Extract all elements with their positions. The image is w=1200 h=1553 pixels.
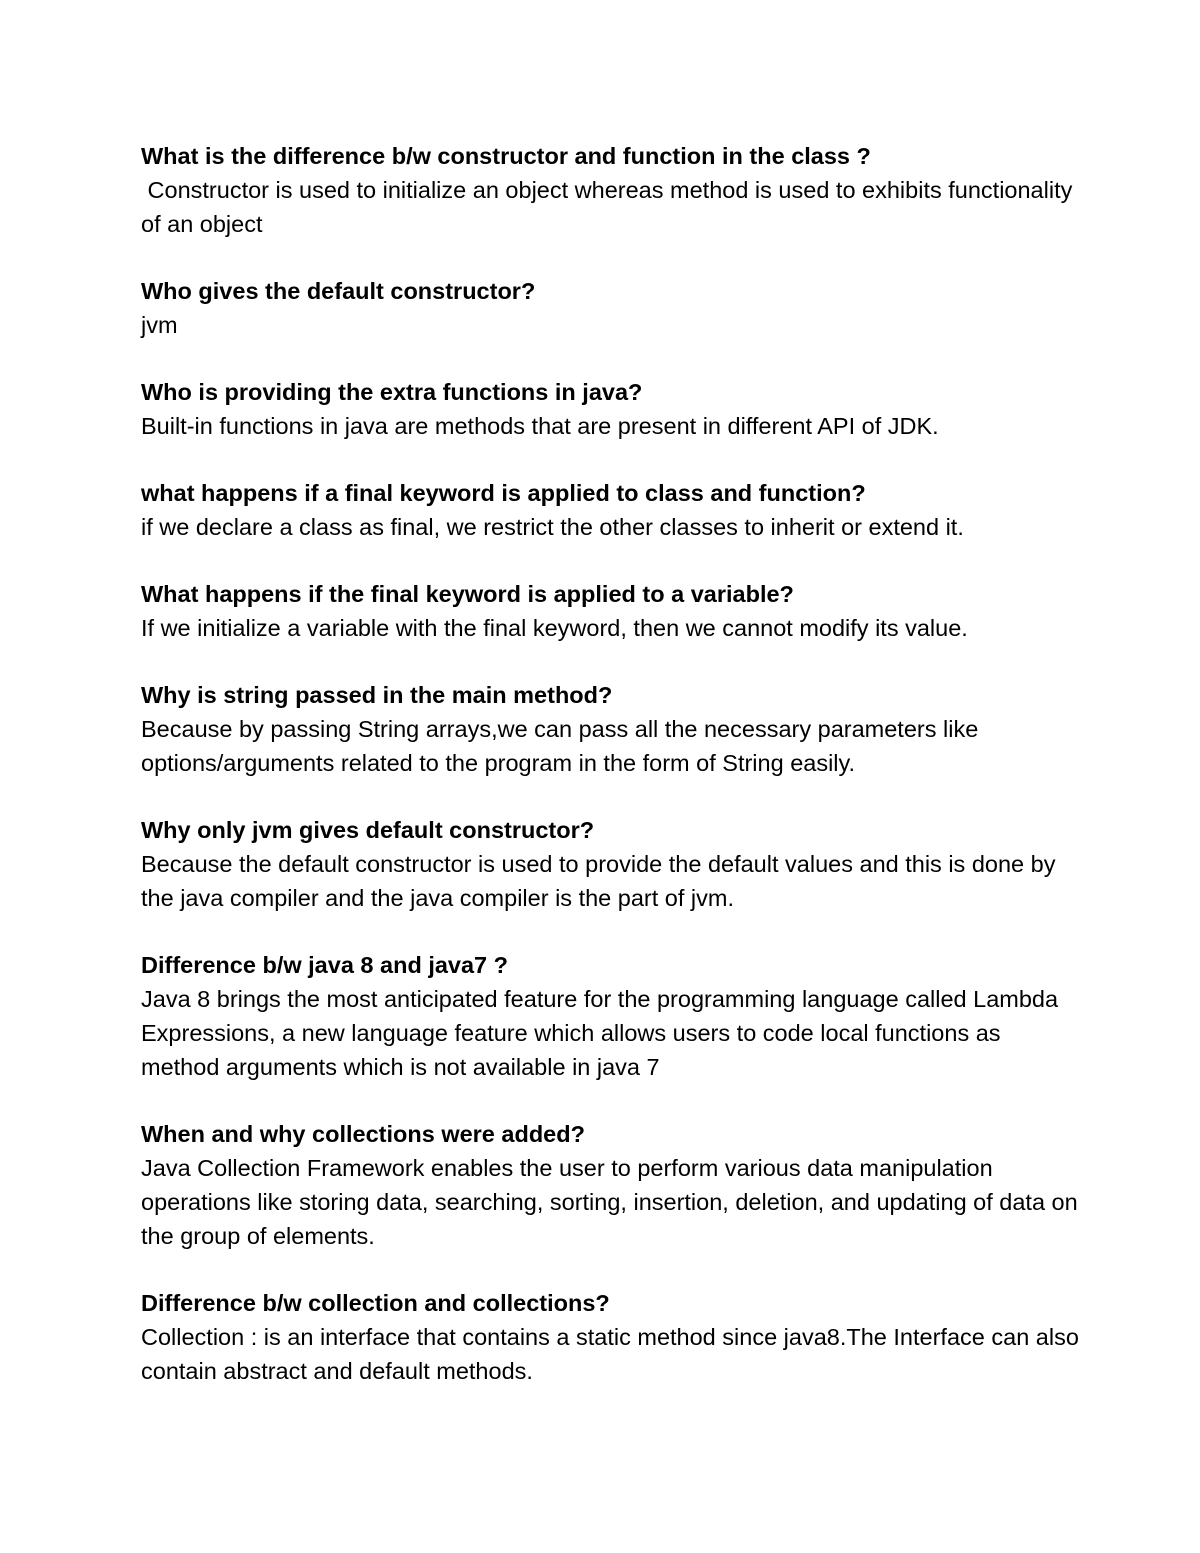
qa-item bbox=[141, 948, 1081, 1084]
question-heading: Difference b/w java 8 and java7 ? bbox=[141, 952, 509, 978]
qa-item bbox=[141, 678, 1081, 780]
answer-text: If we initialize a variable with the final keyword, then we cannot modify its value. bbox=[141, 615, 968, 641]
qa-item bbox=[141, 1117, 1085, 1253]
question-heading: When and why collections were added? bbox=[141, 1121, 585, 1147]
question-heading: What is the difference b/w constructor and function in the class ? bbox=[141, 143, 871, 169]
qa-list bbox=[141, 139, 1086, 1421]
qa-item bbox=[141, 813, 1081, 915]
qa-item bbox=[141, 577, 1081, 645]
question-heading: Why only jvm gives default constructor? bbox=[141, 817, 595, 843]
answer-text: jvm bbox=[141, 312, 178, 338]
answer-text: Because the default constructor is used to provide the default values and this is done by the java compiler and the java compiler is the part of jvm. bbox=[141, 851, 1062, 911]
answer-text: Java 8 brings the most anticipated feature for the programming language called Lambda Expressions, a new language feature which allows users to code local functions as method arguments which is not available in java 7 bbox=[141, 986, 1065, 1080]
qa-item bbox=[141, 476, 1081, 544]
answer-text: Built-in functions in java are methods that are present in different API of JDK. bbox=[141, 413, 939, 439]
qa-item bbox=[141, 375, 1081, 443]
answer-text: Because by passing String arrays,we can pass all the necessary parameters like options/arguments related to the program in the form of String easily. bbox=[141, 716, 985, 776]
answer-text: Java Collection Framework enables the user to perform various data manipulation operations like storing data, searching, sorting, insertion, deletion, and updating of data on the group of elements. bbox=[141, 1155, 1085, 1249]
qa-item bbox=[141, 1286, 1086, 1388]
answer-text: if we declare a class as final, we restrict the other classes to inherit or extend it. bbox=[141, 514, 964, 540]
answer-text: Collection : is an interface that contains a static method since java8.The Interface can also contain abstract and default methods. bbox=[141, 1324, 1086, 1384]
answer-text: Constructor is used to initialize an object whereas method is used to exhibits functionality of an object bbox=[141, 177, 1079, 237]
question-heading: Who is providing the extra functions in java? bbox=[141, 379, 643, 405]
question-heading: what happens if a final keyword is applied to class and function? bbox=[141, 480, 866, 506]
question-heading: Who gives the default constructor? bbox=[141, 278, 536, 304]
question-heading: Why is string passed in the main method? bbox=[141, 682, 613, 708]
question-heading: Difference b/w collection and collections? bbox=[141, 1290, 610, 1316]
qa-item bbox=[141, 139, 1081, 241]
qa-item bbox=[141, 274, 1081, 342]
question-heading: What happens if the final keyword is applied to a variable? bbox=[141, 581, 794, 607]
